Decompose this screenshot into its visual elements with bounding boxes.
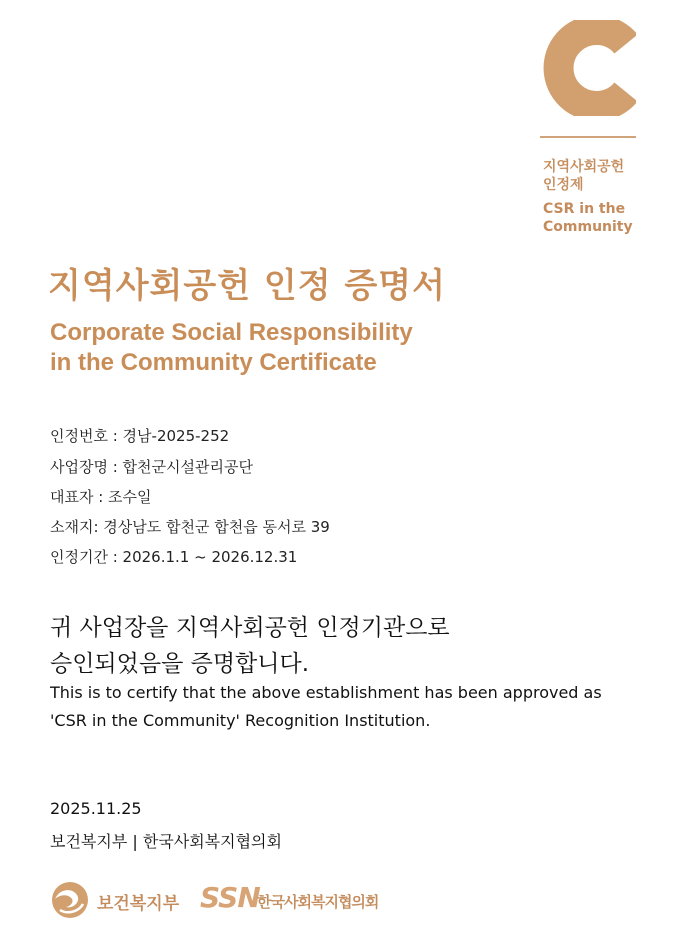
- issuers: 보건복지부 | 한국사회복지협의회: [50, 832, 282, 851]
- csr-c-logo-icon: [540, 20, 636, 116]
- mohw-logo-name: 보건복지부: [97, 894, 180, 914]
- statement-english-line-1: This is to certify that the above establishment has been approved as: [50, 683, 602, 702]
- certificate-title-english-line-2: in the Community Certificate: [50, 349, 377, 376]
- logo-text-line-2: 인정제: [543, 177, 584, 193]
- certificate-title-english-line-1: Corporate Social Responsibility: [50, 319, 413, 346]
- statement-korean-line-2: 승인되었음을 증명합니다.: [50, 651, 310, 677]
- statement-english-line-2: 'CSR in the Community' Recognition Institution.: [50, 711, 431, 730]
- business-name: 사업장명 : 합천군시설관리공단: [50, 458, 253, 476]
- mohw-emblem-icon: [50, 880, 90, 920]
- ssn-logo-mark: SSN: [200, 881, 260, 914]
- logo-text-line-3: CSR in the: [543, 201, 626, 217]
- logo-text-line-1: 지역사회공헌: [543, 159, 625, 175]
- logo-text-line-4: Community: [543, 219, 633, 235]
- cert-number: 인정번호 : 경남-2025-252: [50, 427, 230, 445]
- kncsw-logo-name: 한국사회복지협의회: [257, 893, 379, 911]
- logo-divider: [540, 136, 636, 138]
- certificate-title-korean: 지역사회공헌 인정 증명서: [48, 266, 446, 306]
- address: 소재지: 경상남도 합천군 합천읍 동서로 39: [50, 518, 330, 536]
- representative: 대표자 : 조수일: [50, 488, 152, 506]
- certification-period: 인정기간 : 2026.1.1 ~ 2026.12.31: [50, 548, 298, 566]
- issue-date: 2025.11.25: [50, 799, 142, 818]
- statement-korean-line-1: 귀 사업장을 지역사회공헌 인정기관으로: [50, 615, 450, 641]
